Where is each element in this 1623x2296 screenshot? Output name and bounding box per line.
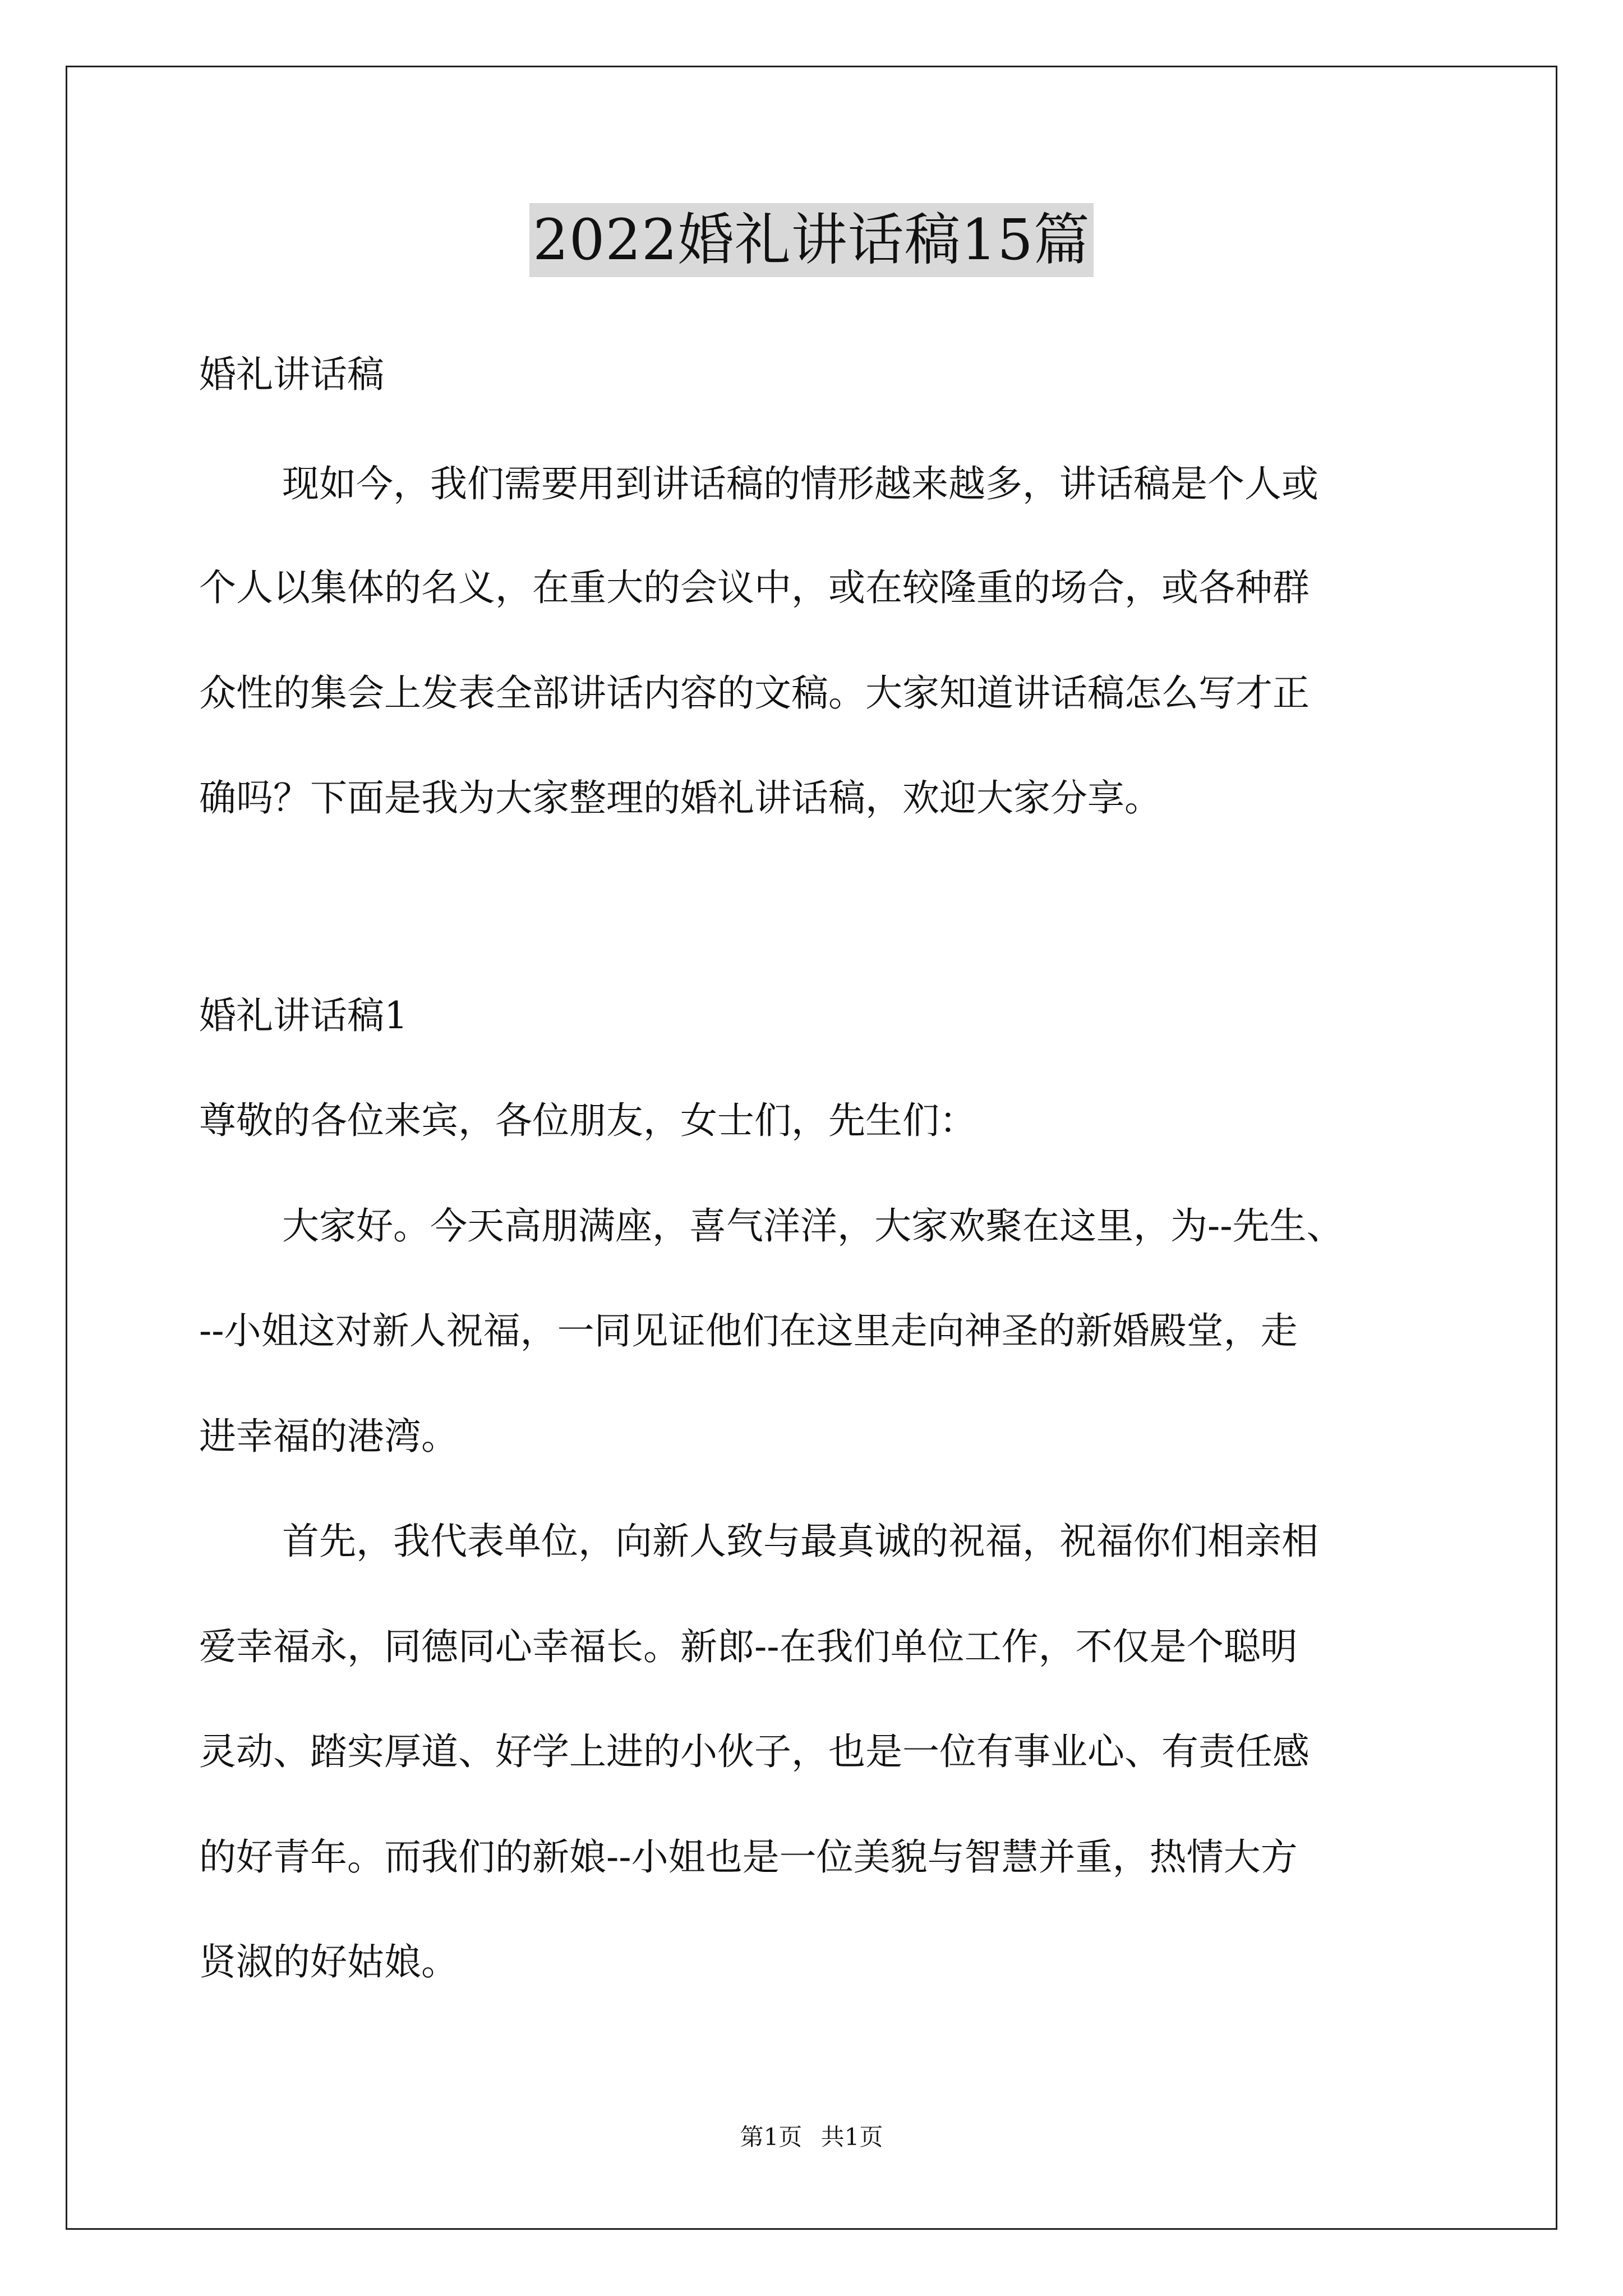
- paragraph-line: 大家好。今天高朋满座，喜气洋洋，大家欢聚在这里，为--先生、: [282, 1204, 1344, 1248]
- page-number: 第1页: [740, 2123, 803, 2151]
- paragraph-line: 现如今，我们需要用到讲话稿的情形越来越多，讲话稿是个人或: [282, 462, 1318, 505]
- paragraph-line: --小姐这对新人祝福，一同见证他们在这里走向神圣的新婚殿堂，走: [199, 1309, 1298, 1352]
- section-heading: 婚礼讲话稿1: [199, 994, 408, 1037]
- document-title: 2022婚礼讲话稿15篇: [529, 203, 1094, 277]
- paragraph-line: 进幸福的港湾。: [199, 1415, 458, 1458]
- paragraph-line: 个人以集体的名义，在重大的会议中，或在较隆重的场合，或各种群: [199, 566, 1310, 609]
- title-container: [0, 203, 1623, 277]
- section-heading: 婚礼讲话稿: [199, 353, 384, 396]
- paragraph-line: 众性的集会上发表全部讲话内容的文稿。大家知道讲话稿怎么写才正: [199, 671, 1310, 715]
- paragraph-line: 爱幸福永，同德同心幸福长。新郎--在我们单位工作，不仅是个聪明: [199, 1625, 1298, 1668]
- paragraph-line: 的好青年。而我们的新娘--小姐也是一位美貌与智慧并重，热情大方: [199, 1835, 1298, 1879]
- paragraph-line: 灵动、踏实厚道、好学上进的小伙子，也是一位有事业心、有责任感: [199, 1730, 1310, 1773]
- page-footer: [0, 2120, 1623, 2154]
- salutation-line: 尊敬的各位来宾，各位朋友，女士们，先生们：: [199, 1099, 976, 1142]
- page-total: 共1页: [820, 2123, 883, 2151]
- paragraph-line: 确吗？下面是我为大家整理的婚礼讲话稿，欢迎大家分享。: [199, 776, 1161, 820]
- paragraph-line: 首先，我代表单位，向新人致与最真诚的祝福，祝福你们相亲相: [282, 1520, 1318, 1563]
- paragraph-line: 贤淑的好姑娘。: [199, 1940, 458, 1984]
